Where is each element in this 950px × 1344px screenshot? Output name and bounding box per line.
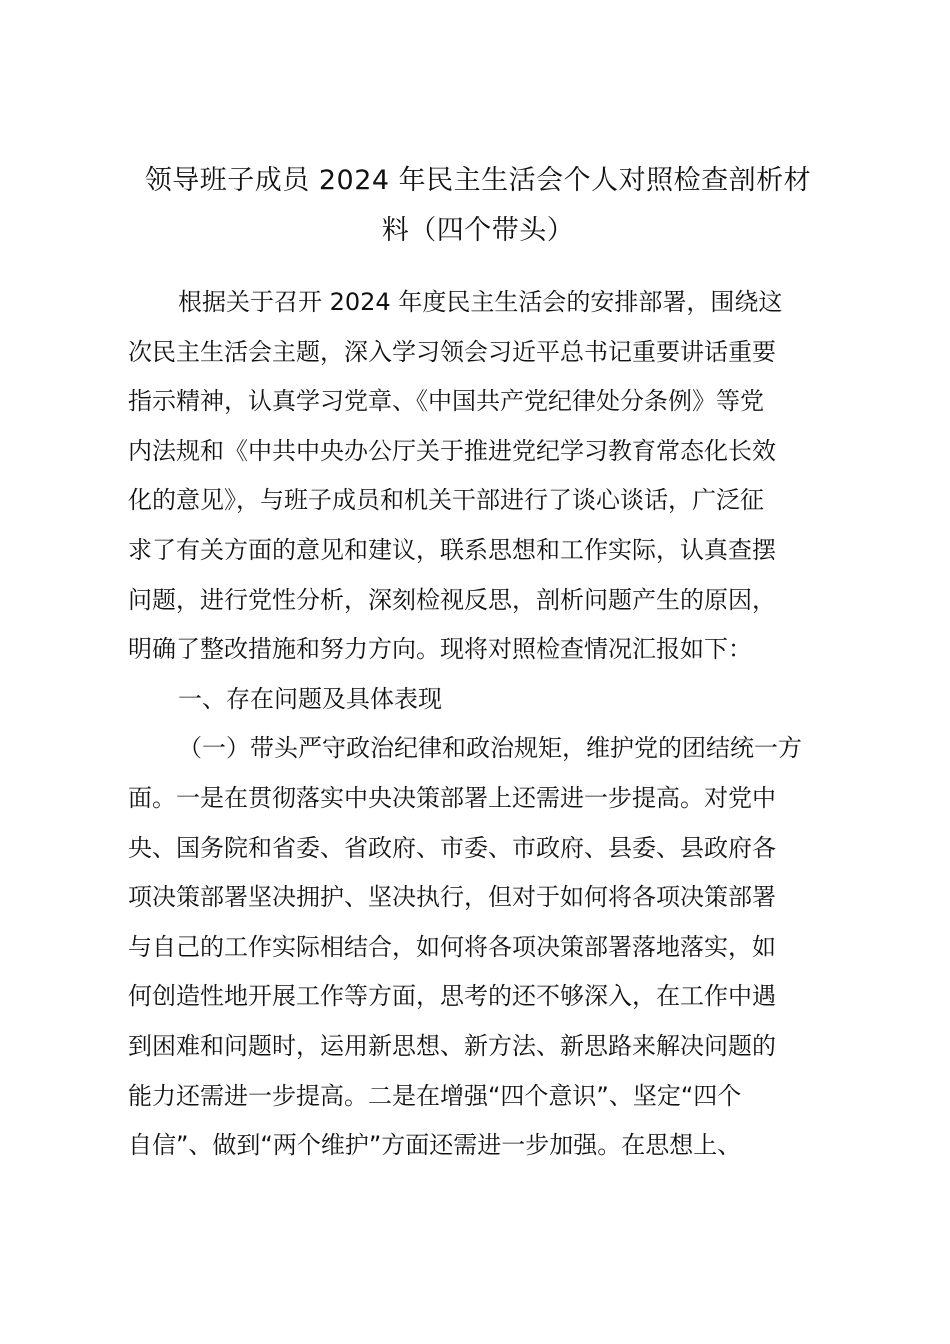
paragraph-line: 到困难和问题时，运用新思想、新方法、新思路来解决问题的 bbox=[128, 1031, 776, 1060]
paragraph-line: 求了有关方面的意见和建议，联系思想和工作实际，认真查摆 bbox=[128, 535, 776, 564]
document-body bbox=[128, 278, 836, 1171]
title-line: 料（四个带头） bbox=[381, 214, 575, 246]
paragraph-line: 化的意见》，与班子成员和机关干部进行了谈心谈话，广泛征 bbox=[128, 486, 764, 515]
paragraph-line: 能力还需进一步提高。二是在增强“四个意识”、坚定“四个 bbox=[128, 1081, 742, 1110]
paragraph-line: 面。一是在贯彻落实中央决策部署上还需进一步提高。对党中 bbox=[128, 783, 776, 812]
paragraph-line: 根据关于召开 2024 年度民主生活会的安排部署，围绕这 bbox=[178, 288, 783, 316]
paragraph-line: 与自己的工作实际相结合，如何将各项决策部署落地落实，如 bbox=[128, 932, 776, 961]
paragraph-line: 项决策部署坚决拥护、坚决执行，但对于如何将各项决策部署 bbox=[128, 883, 776, 912]
paragraph-line: 央、国务院和省委、省政府、市委、市政府、县委、县政府各 bbox=[128, 833, 776, 862]
paragraph-line: 内法规和《中共中央办公厅关于推进党纪学习教育常态化长效 bbox=[128, 436, 776, 465]
paragraph-line: 指示精神，认真学习党章、《中国共产党纪律处分条例》等党 bbox=[128, 387, 764, 416]
title-line: 领导班子成员 2024 年民主生活会个人对照检查剖析材 bbox=[144, 165, 812, 196]
paragraph-line: 问题，进行党性分析，深刻检视反思，剖析问题产生的原因， bbox=[128, 585, 776, 614]
section-heading: 一、存在问题及具体表现 bbox=[178, 684, 442, 713]
paragraph-line: 自信”、做到“两个维护”方面还需进一步加强。在思想上、 bbox=[128, 1131, 742, 1160]
paragraph-line: 明确了整改措施和努力方向。现将对照检查情况汇报如下： bbox=[128, 635, 752, 664]
paragraph-line: 次民主生活会主题，深入学习领会习近平总书记重要讲话重要 bbox=[128, 337, 776, 366]
paragraph-line: （一）带头严守政治纪律和政治规矩，维护党的团结统一方 bbox=[178, 734, 802, 763]
document-title bbox=[120, 160, 836, 259]
paragraph-line: 何创造性地开展工作等方面，思考的还不够深入，在工作中遇 bbox=[128, 982, 776, 1011]
